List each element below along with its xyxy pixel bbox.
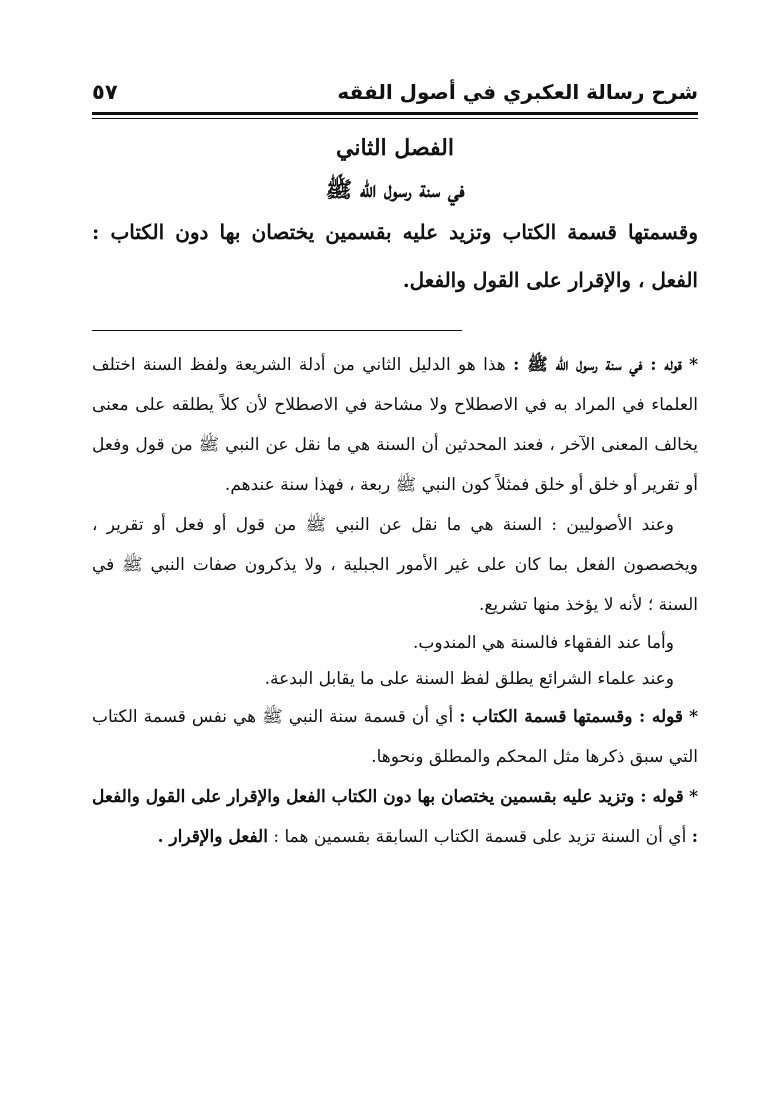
chapter-subtitle: في سنة رسول الله ﷺ [325, 177, 465, 203]
commentary-text: هذا هو الدليل الثاني من أدلة الشريعة ولفظ السنة اختلف العلماء في المراد به في الاصطلاح ولا مشاحة في الاصطلاح لأن كلاً يطلقه على معنى يخالف المعنى الآخر ، فعند المحدثين أن السنة هي ما نقل عن النبي ﷺ من قول وفعل أو تقرير أو خلق أو خلق فمثلاً كون النبي ﷺ ربعة ، فهذا سنة عندهم. [92, 355, 698, 495]
commentary-paragraph: وعند علماء الشرائع يطلق لفظ السنة على ما يقابل البدعة. [264, 669, 674, 689]
quoted-lead: قوله : في سنة رسول الله ﷺ : [513, 355, 682, 375]
commentary-paragraph: وعند الأصوليين : السنة هي ما نقل عن النبي ﷺ من قول أو فعل أو تقرير ، ويخصصون الفعل بما كان على غير الأمور الجبلية ، ولا يذكرون صفات النبي ﷺ في السنة ؛ لأنه لا يؤخذ منها تشريع. [92, 515, 698, 615]
page-number: ٥٧ [92, 80, 118, 104]
commentary-text-bold: الفعل والإقرار . [157, 827, 268, 847]
commentary-text: أي أن السنة تزيد على قسمة الكتاب السابقة بقسمين هما : [273, 827, 687, 847]
commentary [92, 345, 698, 857]
footnote-separator [92, 330, 462, 331]
commentary-paragraph [92, 345, 698, 505]
page-content [92, 128, 698, 857]
commentary-paragraph [92, 777, 698, 857]
main-text: وقسمتها قسمة الكتاب وتزيد عليه بقسمين يختصان بها دون الكتاب : الفعل ، والإقرار على القول والفعل. [92, 220, 698, 292]
chapter-title: الفصل الثاني [336, 135, 454, 161]
commentary-text: أي أن قسمة سنة النبي ﷺ هي نفس قسمة الكتاب التي سبق ذكرها مثل المحكم والمطلق ونحوها. [92, 707, 698, 767]
header-rule-thick [92, 112, 698, 115]
running-header [92, 78, 698, 110]
commentary-paragraph [92, 697, 698, 777]
bullet-star: * [689, 787, 698, 807]
quoted-lead: قوله : وقسمتها قسمة الكتاب : [459, 707, 684, 727]
commentary-paragraph: وأما عند الفقهاء فالسنة هي المندوب. [413, 633, 674, 653]
quoted-lead: قوله : وتزيد عليه بقسمين يختصان بها دون الكتاب الفعل والإقرار على القول والفعل : [92, 787, 698, 847]
book-title: شرح رسالة العكبري في أصول الفقه [337, 80, 698, 104]
header-rule-thin [92, 118, 698, 119]
bullet-star: * [689, 707, 698, 727]
bullet-star: * [689, 355, 699, 375]
